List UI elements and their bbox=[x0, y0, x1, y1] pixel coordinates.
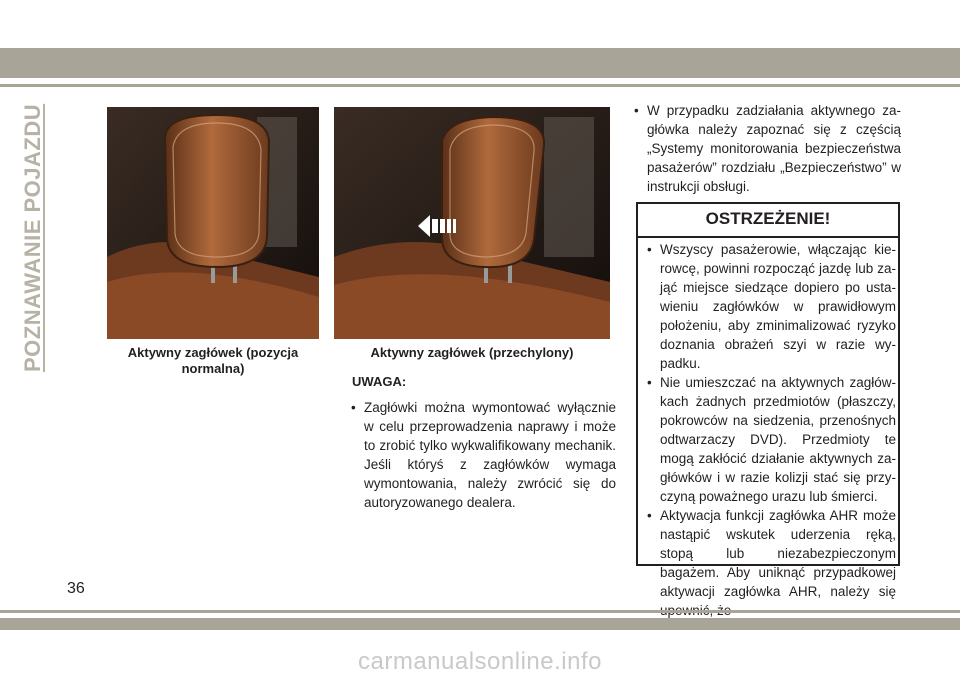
warning-item-text: Nie umieszczać na aktywnych zagłówkach żadnych przedmiotów (płaszczy, pokrowców na siedzenia, przenośnych odtwarzaczy DVD). Przedmioty te mogą zakłócić działanie aktywnych zagłówków i w razie kolizji stać się przyczyną poważnego urazu lub śmierci. bbox=[660, 375, 896, 504]
warning-list bbox=[638, 240, 898, 620]
page-number: 36 bbox=[67, 580, 85, 597]
figure-caption-tilted: Aktywny zagłówek (przechylony) bbox=[370, 345, 574, 360]
warning-title: OSTRZEŻENIE! bbox=[638, 204, 898, 238]
section-side-title: POZNAWANIE POJAZDU bbox=[20, 103, 45, 372]
warning-item bbox=[647, 373, 896, 506]
bullet-mark: • bbox=[647, 508, 652, 523]
bullet-mark: • bbox=[647, 242, 652, 257]
bullet-mark: • bbox=[634, 103, 639, 118]
watermark: carmanualsonline.info bbox=[358, 648, 602, 675]
activation-text: W przypadku zadziałania aktywnego zagłówka należy zapoznać się z częścią „Systemy monitorowania bezpieczeństwa pasażerów” rozdziału „Bezpieczeństwo” w instrukcji obsługi. bbox=[647, 103, 901, 194]
footer-band bbox=[0, 618, 960, 630]
warning-item-text: Aktywacja funkcji zagłówka AHR może nastąpić wskutek uderzenia ręką, stopą lub niezabezpieczonym bagażem. Aby uniknąć przypadkowej aktywacji zagłówka AHR, należy się bbox=[660, 508, 896, 599]
note-paragraph bbox=[351, 398, 616, 512]
note-text: Zagłówki można wymontować wyłącznie w celu przeprowadzenia naprawy i może to zrobić tylko wykwalifikowany mechanik. Jeśli któryś z zagłówków wymaga wymontowania, należy zwrócić się do autoryzowanego dealera. bbox=[364, 400, 616, 510]
arrow-left-icon bbox=[418, 215, 460, 237]
note-title: UWAGA: bbox=[352, 374, 407, 389]
headrest-normal-photo bbox=[107, 107, 319, 339]
figure-caption-normal: Aktywny zagłówek (pozycja normalna) bbox=[127, 345, 299, 376]
headrest-tilted-photo bbox=[334, 107, 610, 339]
bullet-mark: • bbox=[351, 400, 356, 415]
header-band bbox=[0, 48, 960, 78]
warning-item bbox=[647, 506, 896, 620]
warning-box bbox=[636, 202, 900, 599]
activation-paragraph bbox=[634, 101, 901, 196]
footer-rule bbox=[0, 610, 960, 613]
warning-item bbox=[647, 240, 896, 373]
bullet-mark: • bbox=[647, 375, 652, 390]
warning-item-text: Wszyscy pasażerowie, włączając kierowcę, powinni rozpocząć jazdę lub zająć miejsce siedzące dopiero po ustawieniu zagłówków w prawidłowym położeniu, aby zminimalizować ryzyko doznania obrażeń szyi w razie wypadku. bbox=[660, 242, 896, 371]
header-rule bbox=[0, 84, 960, 87]
